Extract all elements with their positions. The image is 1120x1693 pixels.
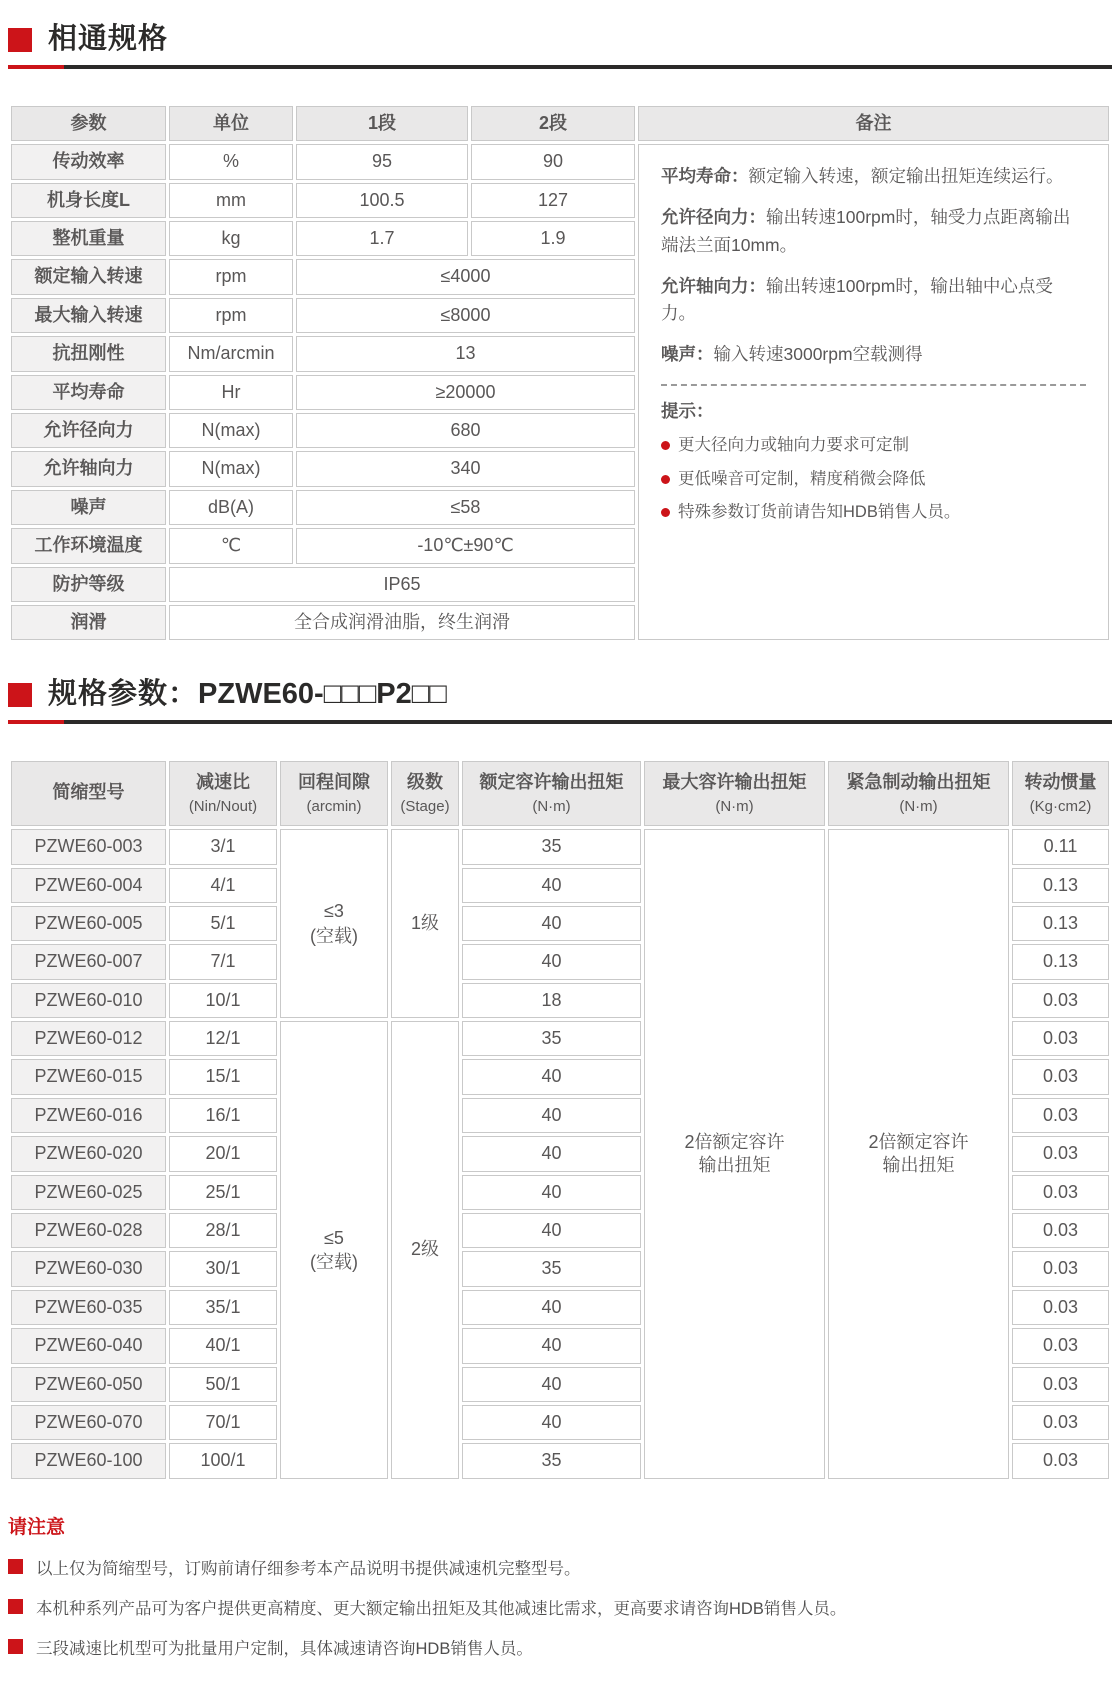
col-header-stage: 级数 (Stage) [391, 761, 459, 826]
inertia-cell: 0.03 [1012, 1021, 1109, 1056]
red-square-bullet-icon [8, 1639, 23, 1654]
torque-cell: 18 [462, 983, 641, 1018]
unit-value: N(max) [169, 451, 293, 486]
inertia-cell: 0.03 [1012, 1136, 1109, 1171]
col-header-unit: 单位 [169, 106, 293, 141]
notice-item: 三段减速比机型可为批量用户定制，具体减速请咨询HDB销售人员。 [8, 1635, 1112, 1659]
torque-cell: 40 [462, 1290, 641, 1325]
col-header-backlash: 回程间隙 (arcmin) [280, 761, 388, 826]
remarks-cell [638, 144, 1109, 640]
torque-cell: 40 [462, 944, 641, 979]
model-cell: PZWE60-030 [11, 1251, 166, 1286]
unit-value: % [169, 144, 293, 179]
col-header-max-torque: 最大容许输出扭矩 (N·m) [644, 761, 825, 826]
torque-cell: 40 [462, 906, 641, 941]
section-common-specs-heading [8, 24, 1112, 69]
tip-item: 更大径向力或轴向力要求可定制 [661, 433, 1086, 458]
model-cell: PZWE60-050 [11, 1367, 166, 1402]
model-cell: PZWE60-015 [11, 1059, 166, 1094]
param-label: 额定输入转速 [11, 259, 166, 294]
notes-footer [8, 1512, 1112, 1659]
section-marker-icon [8, 683, 32, 707]
model-cell: PZWE60-016 [11, 1098, 166, 1133]
ratio-cell: 20/1 [169, 1136, 277, 1171]
ratio-cell: 30/1 [169, 1251, 277, 1286]
shared-value: ≥20000 [296, 375, 635, 410]
model-cell: PZWE60-028 [11, 1213, 166, 1248]
table-row [11, 829, 1109, 864]
param-label: 防护等级 [11, 567, 166, 602]
unit-value: Nm/arcmin [169, 336, 293, 371]
shared-value: ≤4000 [296, 259, 635, 294]
brake-torque-group-cell: 2倍额定容许输出扭矩 [828, 829, 1009, 1479]
tip-item: 特殊参数订货前请告知HDB销售人员。 [661, 500, 1086, 525]
shared-value: ≤8000 [296, 298, 635, 333]
unit-value: Hr [169, 375, 293, 410]
red-square-bullet-icon [8, 1599, 23, 1614]
param-label: 机身长度L [11, 183, 166, 218]
remark-paragraph: 允许径向力：输出转速100rpm时，轴受力点距离输出端法兰面10mm。 [661, 207, 1071, 255]
inertia-cell: 0.03 [1012, 1290, 1109, 1325]
notice-title: 请注意 [8, 1516, 66, 1538]
model-cell: PZWE60-025 [11, 1175, 166, 1210]
torque-cell: 35 [462, 1021, 641, 1056]
param-label: 噪声 [11, 490, 166, 525]
tip-item: 更低噪音可定制，精度稍微会降低 [661, 467, 1086, 492]
col-header-stage2: 2段 [471, 106, 635, 141]
inertia-cell: 0.03 [1012, 983, 1109, 1018]
inertia-cell: 0.03 [1012, 1251, 1109, 1286]
col-header-param: 参数 [11, 106, 166, 141]
tips-title: 提示： [661, 401, 714, 422]
inertia-cell: 0.03 [1012, 1328, 1109, 1363]
section-title: 规格参数：PZWE60-□□□P2□□ [48, 678, 447, 711]
table-header-row [11, 761, 1109, 826]
ratio-cell: 70/1 [169, 1405, 277, 1440]
torque-cell: 40 [462, 1098, 641, 1133]
shared-value: 680 [296, 413, 635, 448]
model-cell: PZWE60-035 [11, 1290, 166, 1325]
shared-value: IP65 [169, 567, 635, 602]
param-label: 允许轴向力 [11, 451, 166, 486]
inertia-cell: 0.03 [1012, 1367, 1109, 1402]
section-common-specs [8, 24, 1112, 643]
model-cell: PZWE60-003 [11, 829, 166, 864]
shared-value: 340 [296, 451, 635, 486]
unit-value: rpm [169, 259, 293, 294]
shared-value: 13 [296, 336, 635, 371]
col-header-ratio: 减速比 (Nin/Nout) [169, 761, 277, 826]
ratio-cell: 12/1 [169, 1021, 277, 1056]
col-header-brake-torque: 紧急制动输出扭矩 (N·m) [828, 761, 1009, 826]
bullet-icon [661, 508, 670, 517]
torque-cell: 40 [462, 1328, 641, 1363]
param-label: 整机重量 [11, 221, 166, 256]
torque-cell: 40 [462, 1405, 641, 1440]
param-label: 平均寿命 [11, 375, 166, 410]
ratio-cell: 7/1 [169, 944, 277, 979]
inertia-cell: 0.03 [1012, 1098, 1109, 1133]
model-cell: PZWE60-040 [11, 1328, 166, 1363]
shared-value: -10℃±90℃ [296, 528, 635, 563]
torque-cell: 35 [462, 1443, 641, 1478]
col-header-rated-torque: 额定容许输出扭矩 (N·m) [462, 761, 641, 826]
remark-paragraph: 平均寿命：额定输入转速，额定输出扭矩连续运行。 [661, 166, 1064, 187]
red-square-bullet-icon [8, 1559, 23, 1574]
stage2-value: 1.9 [471, 221, 635, 256]
unit-value: N(max) [169, 413, 293, 448]
ratio-cell: 28/1 [169, 1213, 277, 1248]
torque-cell: 35 [462, 829, 641, 864]
stage-group-cell: 1级 [391, 829, 459, 1018]
param-label: 抗扭刚性 [11, 336, 166, 371]
col-header-model: 简缩型号 [11, 761, 166, 826]
param-label: 最大输入转速 [11, 298, 166, 333]
ratio-cell: 15/1 [169, 1059, 277, 1094]
inertia-cell: 0.03 [1012, 1405, 1109, 1440]
model-cell: PZWE60-020 [11, 1136, 166, 1171]
inertia-cell: 0.13 [1012, 944, 1109, 979]
unit-value: kg [169, 221, 293, 256]
table-header-row [11, 106, 1109, 141]
stage-group-cell: 2级 [391, 1021, 459, 1479]
inertia-cell: 0.03 [1012, 1175, 1109, 1210]
backlash-group-cell: ≤5 (空载) [280, 1021, 388, 1479]
remark-paragraph: 允许轴向力：输出转速100rpm时，输出轴中心点受力。 [661, 275, 1053, 323]
table-row [11, 144, 1109, 179]
stage1-value: 95 [296, 144, 468, 179]
remark-paragraph: 噪声：输入转速3000rpm空载测得 [661, 343, 923, 364]
bullet-icon [661, 475, 670, 484]
stage1-value: 100.5 [296, 183, 468, 218]
ratio-cell: 25/1 [169, 1175, 277, 1210]
torque-cell: 40 [462, 1213, 641, 1248]
model-cell: PZWE60-004 [11, 868, 166, 903]
inertia-cell: 0.11 [1012, 829, 1109, 864]
model-cell: PZWE60-005 [11, 906, 166, 941]
max-torque-group-cell: 2倍额定容许输出扭矩 [644, 829, 825, 1479]
bullet-icon [661, 441, 670, 450]
ratio-cell: 16/1 [169, 1098, 277, 1133]
ratio-cell: 10/1 [169, 983, 277, 1018]
ratio-cell: 50/1 [169, 1367, 277, 1402]
col-header-stage1: 1段 [296, 106, 468, 141]
param-label: 传动效率 [11, 144, 166, 179]
backlash-group-cell: ≤3 (空载) [280, 829, 388, 1018]
col-header-inertia: 转动惯量 (Kg·cm2) [1012, 761, 1109, 826]
shared-value: 全合成润滑油脂，终生润滑 [169, 605, 635, 640]
unit-value: mm [169, 183, 293, 218]
model-cell: PZWE60-070 [11, 1405, 166, 1440]
section-title: 相通规格 [48, 23, 169, 55]
torque-cell: 40 [462, 1367, 641, 1402]
ratio-cell: 4/1 [169, 868, 277, 903]
stage1-value: 1.7 [296, 221, 468, 256]
unit-value: ℃ [169, 528, 293, 563]
param-label: 润滑 [11, 605, 166, 640]
stage2-value: 90 [471, 144, 635, 179]
dashed-divider [661, 384, 1086, 386]
torque-cell: 35 [462, 1251, 641, 1286]
inertia-cell: 0.13 [1012, 906, 1109, 941]
param-label: 工作环境温度 [11, 528, 166, 563]
param-label: 允许径向力 [11, 413, 166, 448]
torque-cell: 40 [462, 1175, 641, 1210]
ratio-cell: 35/1 [169, 1290, 277, 1325]
notice-item: 以上仅为简缩型号，订购前请仔细参考本产品说明书提供减速机完整型号。 [8, 1555, 1112, 1579]
ratio-cell: 100/1 [169, 1443, 277, 1478]
unit-value: rpm [169, 298, 293, 333]
common-specs-table [8, 103, 1112, 643]
inertia-cell: 0.03 [1012, 1443, 1109, 1478]
model-code-template: PZWE60-□□□P2□□ [198, 678, 447, 711]
section-spec-params-heading [8, 679, 1112, 724]
ratio-cell: 40/1 [169, 1328, 277, 1363]
stage2-value: 127 [471, 183, 635, 218]
shared-value: ≤58 [296, 490, 635, 525]
inertia-cell: 0.13 [1012, 868, 1109, 903]
model-cell: PZWE60-012 [11, 1021, 166, 1056]
torque-cell: 40 [462, 1059, 641, 1094]
col-header-remark: 备注 [638, 106, 1109, 141]
section-spec-params [8, 679, 1112, 1481]
model-cell: PZWE60-100 [11, 1443, 166, 1478]
inertia-cell: 0.03 [1012, 1059, 1109, 1094]
notice-item: 本机种系列产品可为客户提供更高精度、更大额定输出扭矩及其他减速比需求，更高要求请咨询HDB销售人员。 [8, 1595, 1112, 1619]
torque-cell: 40 [462, 1136, 641, 1171]
model-cell: PZWE60-007 [11, 944, 166, 979]
ratio-cell: 5/1 [169, 906, 277, 941]
torque-cell: 40 [462, 868, 641, 903]
inertia-cell: 0.03 [1012, 1213, 1109, 1248]
ratio-cell: 3/1 [169, 829, 277, 864]
models-table [8, 758, 1112, 1482]
model-cell: PZWE60-010 [11, 983, 166, 1018]
unit-value: dB(A) [169, 490, 293, 525]
section-marker-icon [8, 28, 32, 52]
